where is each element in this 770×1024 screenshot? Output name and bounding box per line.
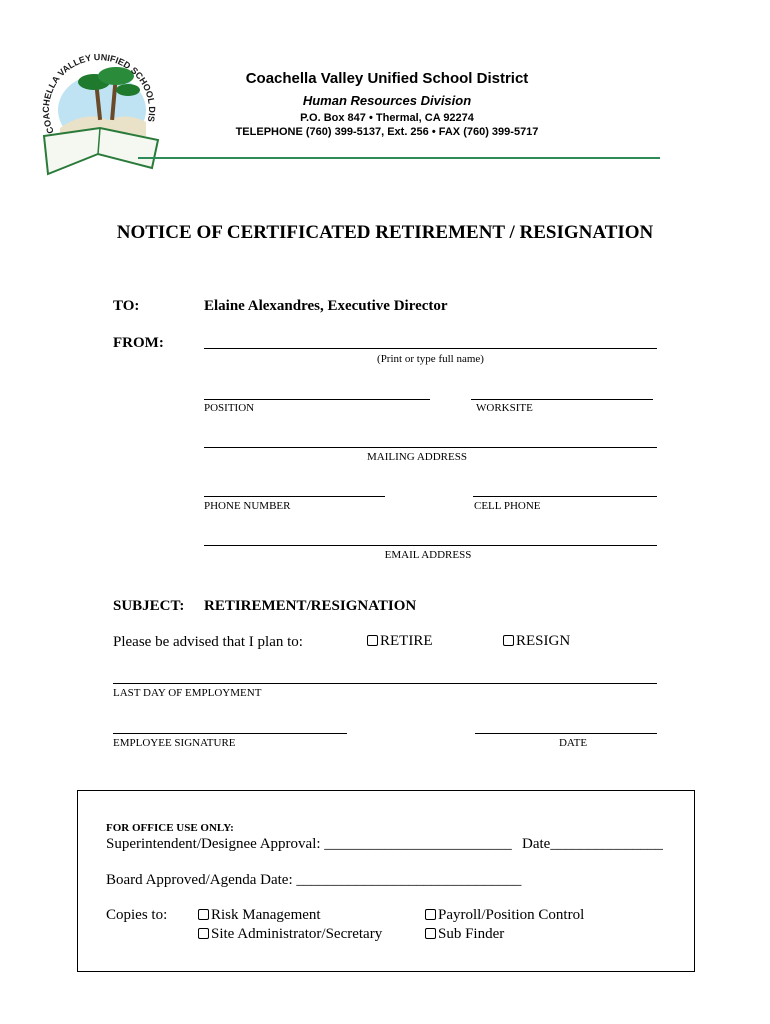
sub-finder-checkbox[interactable] — [425, 928, 436, 939]
site-administrator-label: Site Administrator/Secretary — [211, 926, 383, 942]
approval-date-field[interactable]: _______________ — [550, 836, 663, 852]
copies-label: Copies to: — [106, 907, 168, 923]
worksite-field[interactable] — [471, 399, 653, 400]
position-field[interactable] — [204, 399, 430, 400]
logo-ring-text: COACHELLA VALLEY UNIFIED SCHOOL DIS — [40, 52, 158, 136]
full-name-field[interactable] — [204, 348, 657, 349]
division-name: Human Resources Division — [302, 93, 472, 108]
copy-site-administrator[interactable] — [198, 926, 382, 943]
retire-option[interactable] — [367, 633, 433, 650]
approval-row — [106, 836, 512, 853]
site-administrator-checkbox[interactable] — [198, 928, 209, 939]
district-logo — [36, 40, 166, 180]
resign-checkbox[interactable] — [503, 635, 514, 646]
payroll-label: Payroll/Position Control — [438, 907, 585, 923]
resign-label: RESIGN — [516, 633, 571, 649]
header-rule — [138, 157, 660, 159]
mailing-address-field[interactable] — [204, 447, 657, 448]
sub-finder-label: Sub Finder — [438, 926, 505, 942]
resign-option[interactable] — [503, 633, 570, 650]
copy-sub-finder[interactable] — [425, 926, 504, 943]
date-field[interactable] — [475, 733, 657, 734]
district-phone: TELEPHONE (760) 399-5137, Ext. 256 • FAX (760) 399-5717 — [235, 126, 539, 138]
approval-field[interactable]: _________________________ — [324, 836, 512, 852]
signature-field[interactable] — [113, 733, 347, 734]
risk-management-label: Risk Management — [211, 907, 321, 923]
phone-number-field[interactable] — [204, 496, 385, 497]
last-day-field[interactable] — [113, 683, 657, 684]
to-label: TO: — [113, 298, 140, 314]
email-address-caption: EMAIL ADDRESS — [384, 549, 472, 561]
retire-label: RETIRE — [380, 633, 433, 649]
subject-label: SUBJECT: — [113, 598, 185, 614]
office-use-heading: FOR OFFICE USE ONLY: — [106, 822, 234, 834]
subject-value: RETIREMENT/RESIGNATION — [204, 598, 417, 614]
form-title: NOTICE OF CERTIFICATED RETIREMENT / RESIGNATION — [116, 222, 654, 243]
phone-number-caption: PHONE NUMBER — [204, 500, 291, 512]
from-label: FROM: — [113, 335, 164, 351]
district-name: Coachella Valley Unified School District — [245, 70, 529, 87]
copy-payroll[interactable] — [425, 907, 584, 924]
full-name-caption: (Print or type full name) — [377, 353, 484, 365]
cell-phone-field[interactable] — [473, 496, 657, 497]
payroll-checkbox[interactable] — [425, 909, 436, 920]
copy-risk-management[interactable] — [198, 907, 321, 924]
retire-checkbox[interactable] — [367, 635, 378, 646]
cell-phone-caption: CELL PHONE — [474, 500, 541, 512]
date-caption: DATE — [558, 737, 588, 749]
district-address: P.O. Box 847 • Thermal, CA 92274 — [300, 112, 474, 124]
plan-statement: Please be advised that I plan to: — [113, 634, 303, 650]
email-address-field[interactable] — [204, 545, 657, 546]
logo-graphic — [36, 40, 166, 180]
worksite-caption: WORKSITE — [476, 402, 533, 414]
approval-label: Superintendent/Designee Approval: — [106, 836, 325, 852]
board-label: Board Approved/Agenda Date: — [106, 872, 297, 888]
to-value: Elaine Alexandres, Executive Director — [204, 298, 448, 314]
signature-caption: EMPLOYEE SIGNATURE — [113, 737, 236, 749]
last-day-caption: LAST DAY OF EMPLOYMENT — [113, 687, 262, 699]
board-row — [106, 872, 521, 889]
approval-date-row — [522, 836, 663, 853]
board-date-field[interactable]: ______________________________ — [296, 872, 522, 888]
approval-date-label: Date — [522, 836, 551, 852]
position-caption: POSITION — [204, 402, 255, 414]
mailing-address-caption: MAILING ADDRESS — [367, 451, 467, 463]
risk-management-checkbox[interactable] — [198, 909, 209, 920]
